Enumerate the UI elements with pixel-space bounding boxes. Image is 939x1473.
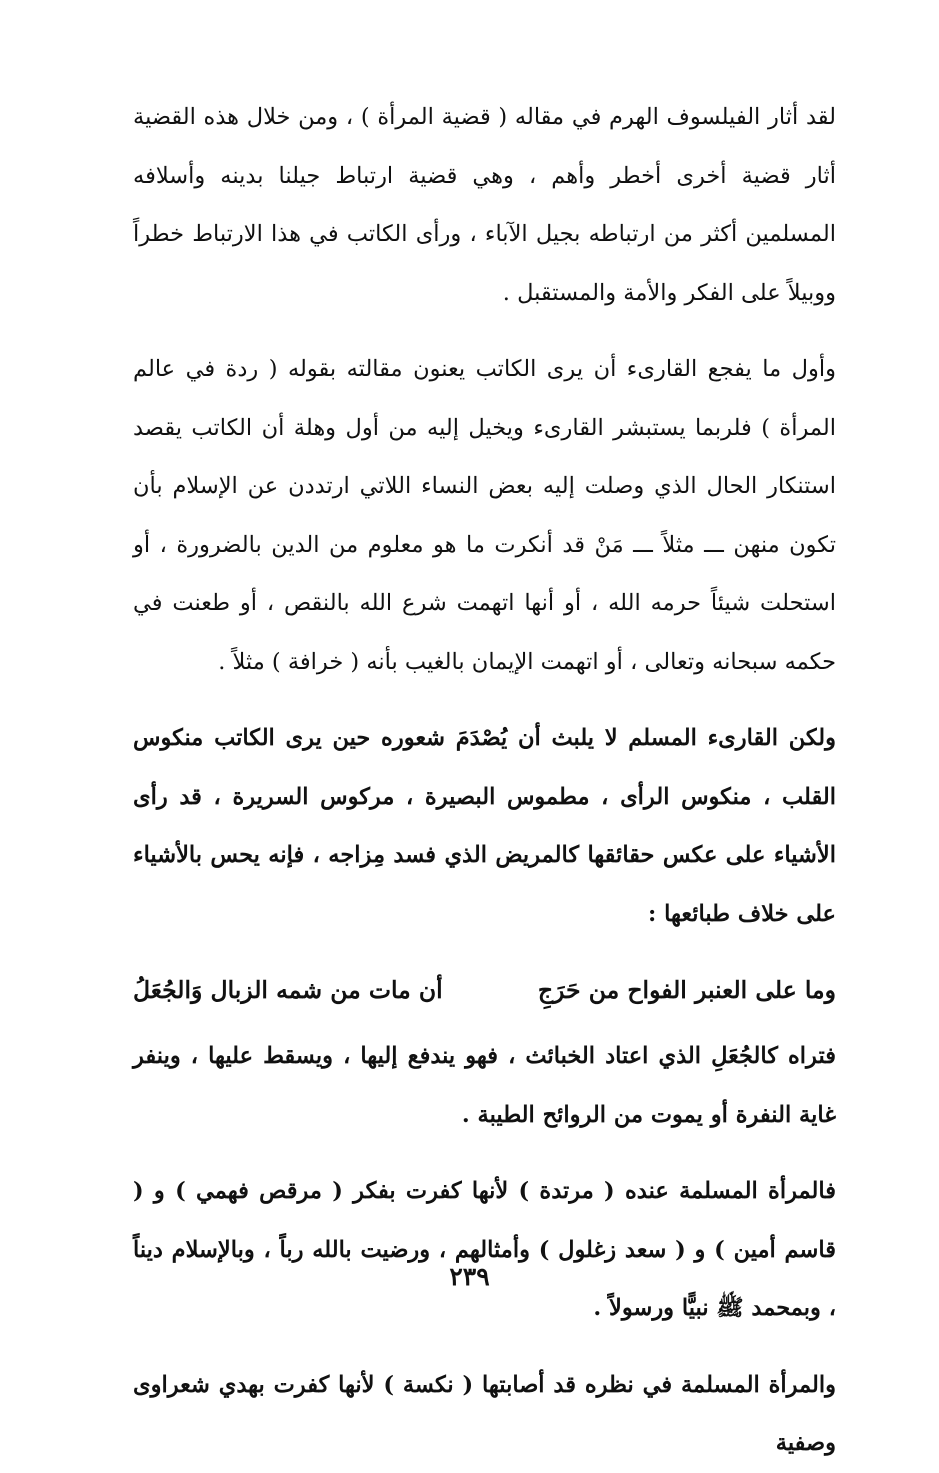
paragraph-1: لقد أثار الفيلسوف الهرم في مقاله ( قضية المرأة ) ، ومن خلال هذه القضية أثار قضية أخرى أخطر وأهم ، وهي قضية ارتباط جيلنا بدينه وأسلافه المسلمين أكثر من ارتباطه بجيل الآباء ، ورأى الكاتب في هذا الارتباط خطراً ووبيلاً على الفكر والأمة والمستقبل . [133, 104, 836, 306]
poetry-verse [133, 961, 836, 1019]
page-number: ٢٣٩ [449, 1262, 490, 1291]
verse-second-hemistich: أن مات من شمه الزبال وَالجُعَلُ [133, 976, 443, 1004]
paragraph-5: فالمرأة المسلمة عنده ( مرتدة ) لأنها كفرت بفكر ( مرقص فهمي ) و ( قاسم أمين ) و ( سعد زغلول ) وأمثالهم ، ورضيت بالله رباً ، وبالإسلام ديناً ، وبمحمد ﷺ نبيًّا ورسولاً . [133, 1178, 836, 1321]
paragraph-2: وأول ما يفجع القارىء أن يرى الكاتب يعنون مقالته بقوله ( ردة في عالم المرأة ) فلربما يستبشر القارىء ويخيل إليه من أول وهلة أن الكاتب يقصد استنكار الحال الذي وصلت إليه بعض النساء اللاتي ارتددن عن الإسلام بأن تكون منهن ـــ مثلاً ـــ مَنْ قد أنكرت ما هو معلوم من الدين بالضرورة ، أو استحلت شيئاً حرمه الله ، أو أنها اتهمت شرع الله بالنقص ، أو طعنت في حكمه سبحانه وتعالى ، أو اتهمت الإيمان بالغيب بأنه ( خرافة ) مثلاً . [133, 356, 836, 675]
paragraph-3: ولكن القارىء المسلم لا يلبث أن يُصْدَمَ شعوره حين يرى الكاتب منكوس القلب ، منكوس الرأى ، مطموس البصيرة ، مركوس السريرة ، قد رأى الأشياء على عكس حقائقها كالمريض الذي فسد مِزاجه ، فإنه يحس بالأشياء على خلاف طبائعها : [133, 725, 836, 927]
verse-first-hemistich: وما على العنبر الفواح من حَرَجِ [537, 976, 836, 1004]
paragraph-4: فتراه كالجُعَلِ الذي اعتاد الخبائث ، فهو يندفع إليها ، ويسقط عليها ، وينفر غاية النفرة أو يموت من الروائح الطيبة . [133, 1043, 836, 1128]
paragraph-6: والمرأة المسلمة في نظره قد أصابتها ( نكسة ) لأنها كفرت بهدي شعراوى وصفية [133, 1371, 836, 1456]
